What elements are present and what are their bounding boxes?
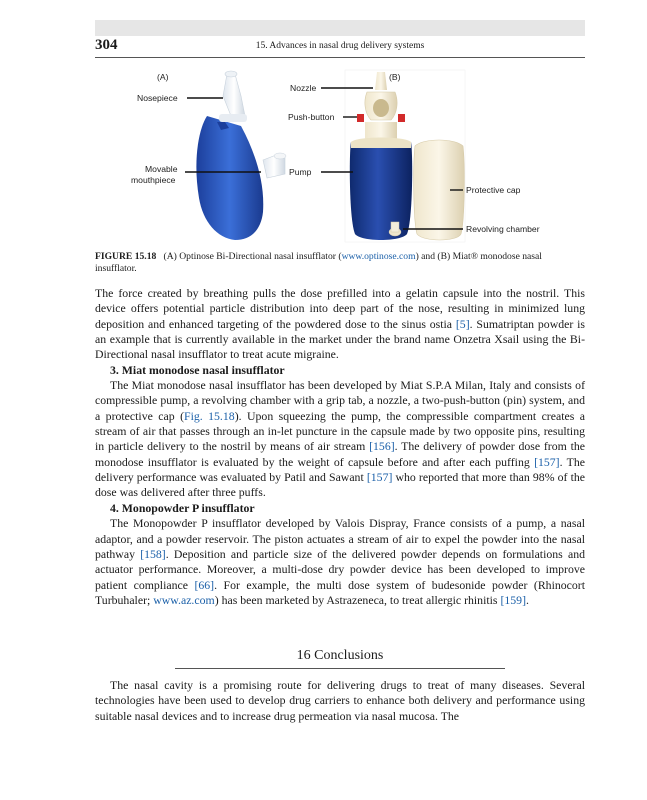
label-nosepiece: Nosepiece bbox=[137, 93, 178, 103]
reference-link[interactable]: [157] bbox=[534, 454, 560, 469]
page-header bbox=[95, 36, 585, 58]
reference-link[interactable]: [5] bbox=[455, 316, 470, 331]
label-nozzle: Nozzle bbox=[290, 83, 317, 93]
label-protective-cap: Protective cap bbox=[466, 185, 521, 195]
page-number: 304 bbox=[95, 37, 118, 53]
caption-label: FIGURE 15.18 bbox=[95, 251, 157, 262]
label-mouthpiece: mouthpiece bbox=[131, 175, 176, 185]
figure-image bbox=[95, 62, 585, 244]
panel-b-label: (B) bbox=[389, 72, 401, 82]
paragraph: The force created by breathing pulls the dose prefilled into a gelatin capsule into the nostril. This device offers potential particle distribution into deep part of the nose, resulting in minimized lung deposition and enhanced targeting of the powdered dose to the sinus ostia [5]. Sumatriptan powder is an example that is currently available in the market under the brand name Onzetra Xsail using the Bi-Directional nasal insufflator to treat acute migraine. bbox=[95, 286, 585, 362]
label-movable: Movable bbox=[145, 164, 178, 174]
reference-link[interactable]: [158] bbox=[140, 546, 166, 561]
reference-link[interactable]: [157] bbox=[366, 470, 393, 485]
az-link[interactable]: www.az.com bbox=[153, 592, 215, 607]
reference-link[interactable]: [159] bbox=[500, 592, 527, 607]
figure-link[interactable]: Fig. 15.18 bbox=[184, 408, 235, 423]
panel-a-label: (A) bbox=[157, 72, 169, 82]
label-revolving-chamber: Revolving chamber bbox=[466, 224, 540, 234]
conclusion-text bbox=[95, 678, 585, 724]
header-bar bbox=[95, 20, 585, 36]
section-heading: 16 Conclusions bbox=[175, 646, 505, 669]
reference-link[interactable]: [156] bbox=[369, 439, 395, 454]
running-title: 15. Advances in nasal drug delivery systems bbox=[255, 41, 425, 51]
subheading-monopowder: 4. Monopowder P insufflator bbox=[110, 500, 255, 515]
body-text bbox=[95, 286, 585, 608]
optinose-device bbox=[196, 71, 286, 240]
caption-text-2: ) and (B) Miat® monodose nasal insufflator. bbox=[95, 251, 542, 274]
figure-15-18 bbox=[95, 62, 585, 244]
optinose-link[interactable]: www.optinose.com bbox=[341, 251, 416, 262]
subheading-miat: 3. Miat monodose nasal insufflator bbox=[110, 362, 285, 377]
paragraph: The Monopowder P insufflator developed by Valois Dispray, France consists of a pump, a nasal adaptor, and a powder reservoir. The piston actuates a stream of air to expel the powder into the nasal pathway [158]. Deposition and particle size of the delivered powder depends on formulations and actuator performance. Moreover, a multi-dose dry powder device has been developed to improve patient compliance [66]. For example, the multi dose system of budesonide powder (Rhinocort Turbuhaler; www.az.com) has been marketed by Astrazeneca, to treat allergic rhinitis [159]. bbox=[95, 516, 585, 607]
label-push-button: Push-button bbox=[288, 112, 335, 122]
paragraph: The Miat monodose nasal insufflator has been developed by Miat S.P.A Milan, Italy and consists of compressible pump, a revolving chamber with a grip tab, a nozzle, a two-push-button (pin) system, and a protective cap (Fig. 15.18). Upon squeezing the pump, the compressible compartment creates a stream of air that passes through an in-let puncture in the capsule made by two opposite pins, resulting in particle delivery to the nostril by means of air stream [156]. The delivery of powder dose from the monodose insufflator is evaluated by the weight of capsule before and after each puffing [157]. The delivery performance was evaluated by Patil and Sawant [157] who reported that more than 98% of the dose was delivered after three puffs. bbox=[95, 378, 585, 500]
caption-text-1: (A) Optinose Bi-Directional nasal insufflator ( bbox=[163, 251, 342, 262]
label-pump: Pump bbox=[289, 167, 312, 177]
figure-caption bbox=[95, 251, 585, 275]
paragraph: The nasal cavity is a promising route for delivering drugs to treat of many diseases. Several technologies have been used to develop drug carriers to enhance both delivery and performance using suitable nasal devices and to increase drug permeation via nasal mucosa. The bbox=[95, 678, 585, 723]
reference-link[interactable]: [66] bbox=[194, 577, 215, 592]
